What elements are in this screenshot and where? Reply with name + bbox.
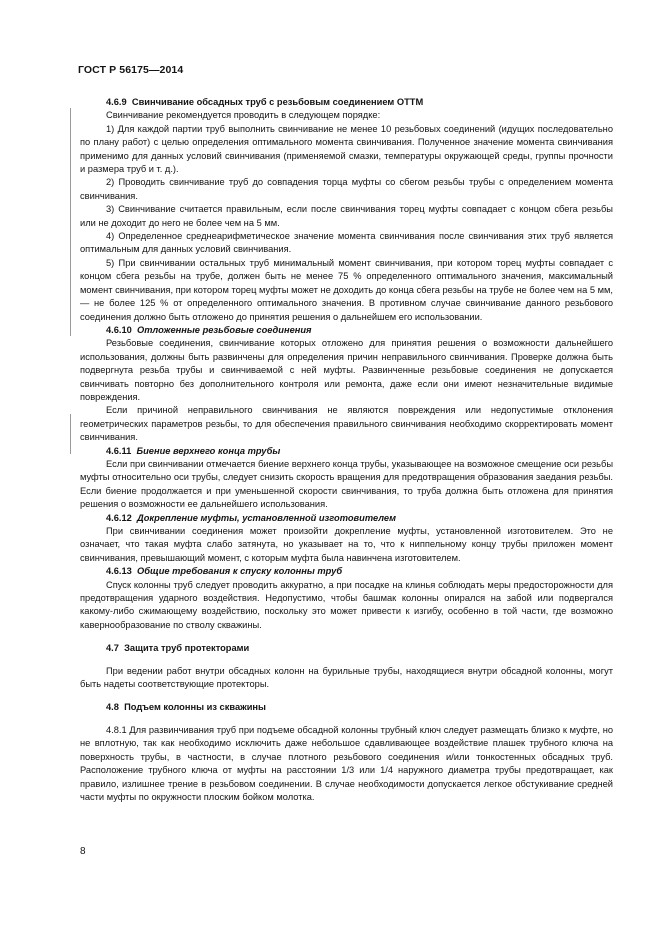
paragraph: Спуск колонны труб следует проводить аккуратно, а при посадке на клинья соблюдать меры предосторожности для предотвращения ударного воздействия. Недопустимо, чтобы башмак колонны опирался на забой или подвергался какому-либо сжимающему воздействию, поскольку это может привести к изгибу, особенно в той части, где возможно кавернообразование по стволу скважины. xyxy=(80,579,613,630)
paragraph: 4.8.1 Для развинчивания труб при подъеме обсадной колонны трубный ключ следует размещать близко к муфте, но не вплотную, так как необходимо исключить даже небольшое сдавливающее воздействие плашек трубного ключа на поверхность трубы, в частности, в случае плотного резьбового соединения и/или тонкостенных обсадных труб. Расположение трубного ключа от муфты на расстоянии 1/3 или 1/4 наружного диаметра трубы предотвращает, как правило, излишнее трение в резьбовом соединении. В случае необходимости допускается легкое обстукивание средней части муфты по окружности плоским бойком молотка. xyxy=(80,724,613,802)
revision-bar xyxy=(70,414,71,454)
document-header: ГОСТ Р 56175—2014 xyxy=(78,64,184,76)
paragraph: При свинчивании соединения может произойти докрепление муфты, установленной изготовителем. Это не означает, что такая муфта слабо затянута, но указывает на то, что к ниппельному концу трубы приложен момент свинчивания, превышающий момент, с которым муфта была навинчена изготовителем. xyxy=(80,526,613,563)
heading-4-6-12: 4.6.12 Докрепление муфты, установленной изготовителем xyxy=(106,512,396,523)
revision-bar xyxy=(70,108,71,336)
paragraph: Свинчивание рекомендуется проводить в следующем порядке: xyxy=(106,110,381,121)
paragraph: 2) Проводить свинчивание труб до совпадения торца муфты со сбегом резьбы трубы с определением момента свинчивания. xyxy=(80,177,613,201)
paragraph: Если причиной неправильного свинчивания не являются повреждения или недопустимые отклонения геометрических параметров резьбы, то для обеспечения правильного свинчивания необходимо скорректировать момент свинчивания. xyxy=(80,405,613,443)
section-heading-4-8: 4.8 Подъем колонны из скважины xyxy=(106,702,266,713)
paragraph: 4) Определенное среднеарифметическое значение момента свинчивания после свинчивания этих труб является оптимальным для данных условий свинчивания. xyxy=(80,231,613,255)
page-number: 8 xyxy=(80,846,86,857)
paragraph: 3) Свинчивание считается правильным, если после свинчивания торец муфты совпадает с концом сбега резьбы или не доходит до него не более чем на 5 мм. xyxy=(80,204,613,228)
heading-4-6-11: 4.6.11 Биение верхнего конца трубы xyxy=(106,445,281,456)
paragraph: 5) При свинчивании остальных труб минимальный момент свинчивания, при котором торец муфты совпадает с концом сбега резьбы на трубе, должен быть не менее 75 % определенного оптимального значения, максимальный момент свинчивания, при котором торец муфты может не доходить до конца сбега резьбы на трубе не более чем на 5 мм, — не более 125 % от определенного оптимального значения. В противном случае свинчивание данного резьбового соединения должно быть отложено до принятия решения о дальнейшем его использовании. xyxy=(80,257,613,322)
document-body xyxy=(80,96,613,804)
paragraph: 1) Для каждой партии труб выполнить свинчивание не менее 10 резьбовых соединений (идущих последовательно по плану работ) с целью определения оптимального момента свинчивания. Полученное значение момента свинчивания применимо для данных условий свинчивания (применяемой смазки, температуры окружающей среды, группы прочности и размера труб и т. д.). xyxy=(80,123,613,175)
paragraph: Если при свинчивании отмечается биение верхнего конца трубы, указывающее на возможное смещение оси резьбы муфты относительно оси трубы, следует снизить скорость вращения для предотвращения образования заедания резьбы. Если биение продолжается и при уменьшенной скорости свинчивания, то труба должна быть отложена для принятия решения о возможности ее дальнейшего использования. xyxy=(80,458,613,510)
heading-4-6-9: 4.6.9 Свинчивание обсадных труб с резьбовым соединением ОТТМ xyxy=(106,97,424,107)
section-heading-4-7: 4.7 Защита труб протекторами xyxy=(106,643,250,654)
paragraph: При ведении работ внутри обсадных колонн на бурильные трубы, находящиеся внутри обсадной колонны, могут быть надеты соответствующие протекторы. xyxy=(80,665,613,690)
heading-4-6-13: 4.6.13 Общие требования к спуску колонны труб xyxy=(106,566,343,577)
paragraph: Резьбовые соединения, свинчивание которых отложено для принятия решения о возможности дальнейшего использования, должны быть развинчены для определения причин неправильного свинчивания. Проверке должна быть подвергнута резьба трубы и свинчиваемой с ней муфты. Развинченные резьбовые соединения не допускается свинчивать повторно без дополнительного контроля или ремонта, даже если они имеют незначительные видимые повреждения. xyxy=(80,338,613,402)
heading-4-6-10: 4.6.10 Отложенные резьбовые соединения xyxy=(106,324,312,335)
